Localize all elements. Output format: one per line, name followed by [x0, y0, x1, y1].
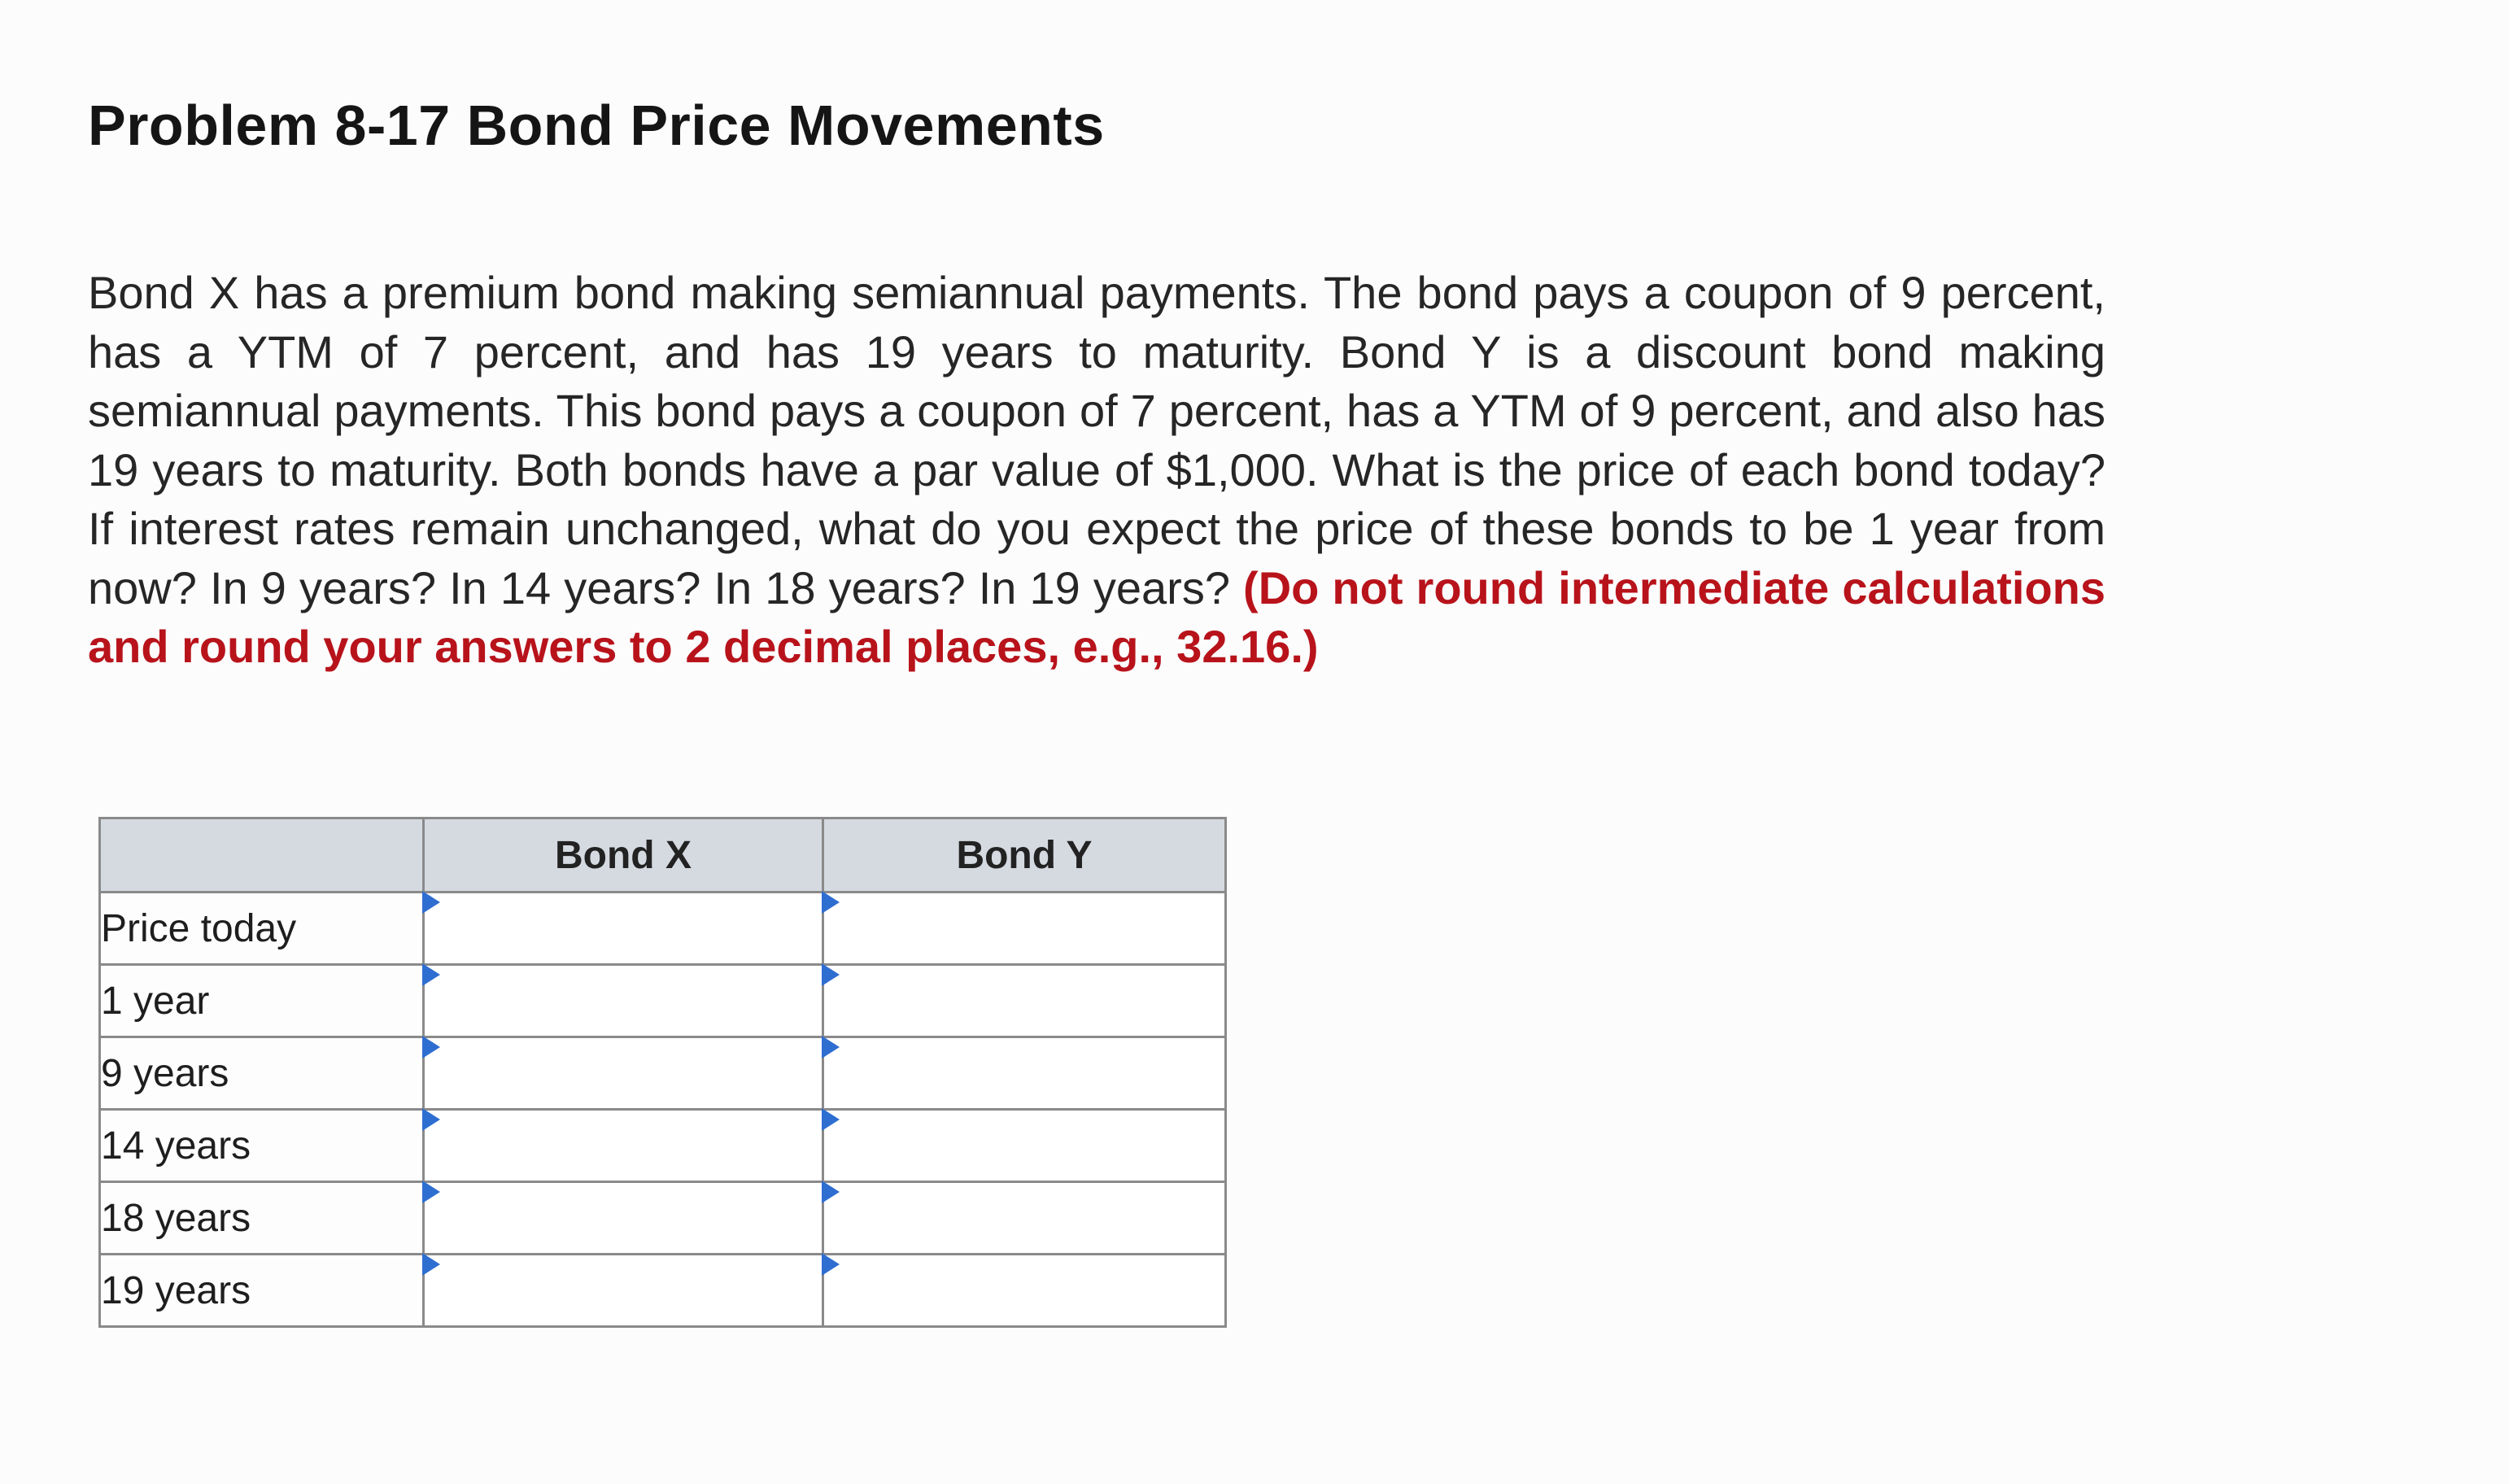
header-bond-x: Bond X	[424, 818, 823, 893]
rounding-instruction: (Do not round intermediate calculations and round your answers to 2 decimal places, e.g., 32.16.)	[88, 561, 2105, 672]
problem-statement	[88, 264, 2105, 677]
19-years-bond-x-input[interactable]	[425, 1255, 822, 1325]
header-corner-cell	[100, 818, 424, 893]
14-years-bond-y-input[interactable]	[824, 1111, 1224, 1181]
14-years-bond-x-input[interactable]	[425, 1111, 822, 1181]
row-label-14-years: 14 years	[100, 1110, 424, 1182]
18-years-bond-y-input[interactable]	[824, 1183, 1224, 1253]
14-years-bond-x-cell[interactable]	[424, 1110, 823, 1182]
table-row	[100, 1037, 1226, 1110]
9-years-bond-y-input[interactable]	[824, 1038, 1224, 1108]
row-label-price-today: Price today	[100, 893, 424, 965]
1-year-bond-y-cell[interactable]	[823, 965, 1226, 1037]
18-years-bond-y-cell[interactable]	[823, 1182, 1226, 1255]
9-years-bond-x-input[interactable]	[425, 1038, 822, 1108]
row-label-9-years: 9 years	[100, 1037, 424, 1110]
price-today-bond-y-cell[interactable]	[823, 893, 1226, 965]
table-row	[100, 893, 1226, 965]
table-row	[100, 1255, 1226, 1327]
18-years-bond-x-cell[interactable]	[424, 1182, 823, 1255]
price-today-bond-x-input[interactable]	[425, 893, 822, 963]
9-years-bond-x-cell[interactable]	[424, 1037, 823, 1110]
1-year-bond-y-input[interactable]	[824, 966, 1224, 1036]
19-years-bond-y-input[interactable]	[824, 1255, 1224, 1325]
1-year-bond-x-input[interactable]	[425, 966, 822, 1036]
table-row	[100, 1110, 1226, 1182]
header-bond-y: Bond Y	[823, 818, 1226, 893]
table-header-row	[100, 818, 1226, 893]
18-years-bond-x-input[interactable]	[425, 1183, 822, 1253]
price-today-bond-y-input[interactable]	[824, 893, 1224, 963]
problem-body: Bond X has a premium bond making semiannual payments. The bond pays a coupon of 9 percent, has a YTM of 7 percent, and has 19 years to maturity. Bond Y is a discount bond making semiannual payments. This bond pays a coupon of 7 percent, has a YTM of 9 percent, and also has 19 years to maturity. Both bonds have a par value of $1,000. What is the price of each bond today? If interest rates remain unchanged, what do you expect the price of these bonds to be 1 year from now? In 9 years? In 14 years? In 18 years? In 19 years?	[88, 267, 2105, 613]
problem-title: Problem 8-17 Bond Price Movements	[88, 94, 1105, 157]
table-row	[100, 1182, 1226, 1255]
1-year-bond-x-cell[interactable]	[424, 965, 823, 1037]
answer-table	[98, 817, 1227, 1328]
row-label-19-years: 19 years	[100, 1255, 424, 1327]
row-label-1-year: 1 year	[100, 965, 424, 1037]
19-years-bond-x-cell[interactable]	[424, 1255, 823, 1327]
price-today-bond-x-cell[interactable]	[424, 893, 823, 965]
19-years-bond-y-cell[interactable]	[823, 1255, 1226, 1327]
9-years-bond-y-cell[interactable]	[823, 1037, 1226, 1110]
14-years-bond-y-cell[interactable]	[823, 1110, 1226, 1182]
table-row	[100, 965, 1226, 1037]
row-label-18-years: 18 years	[100, 1182, 424, 1255]
